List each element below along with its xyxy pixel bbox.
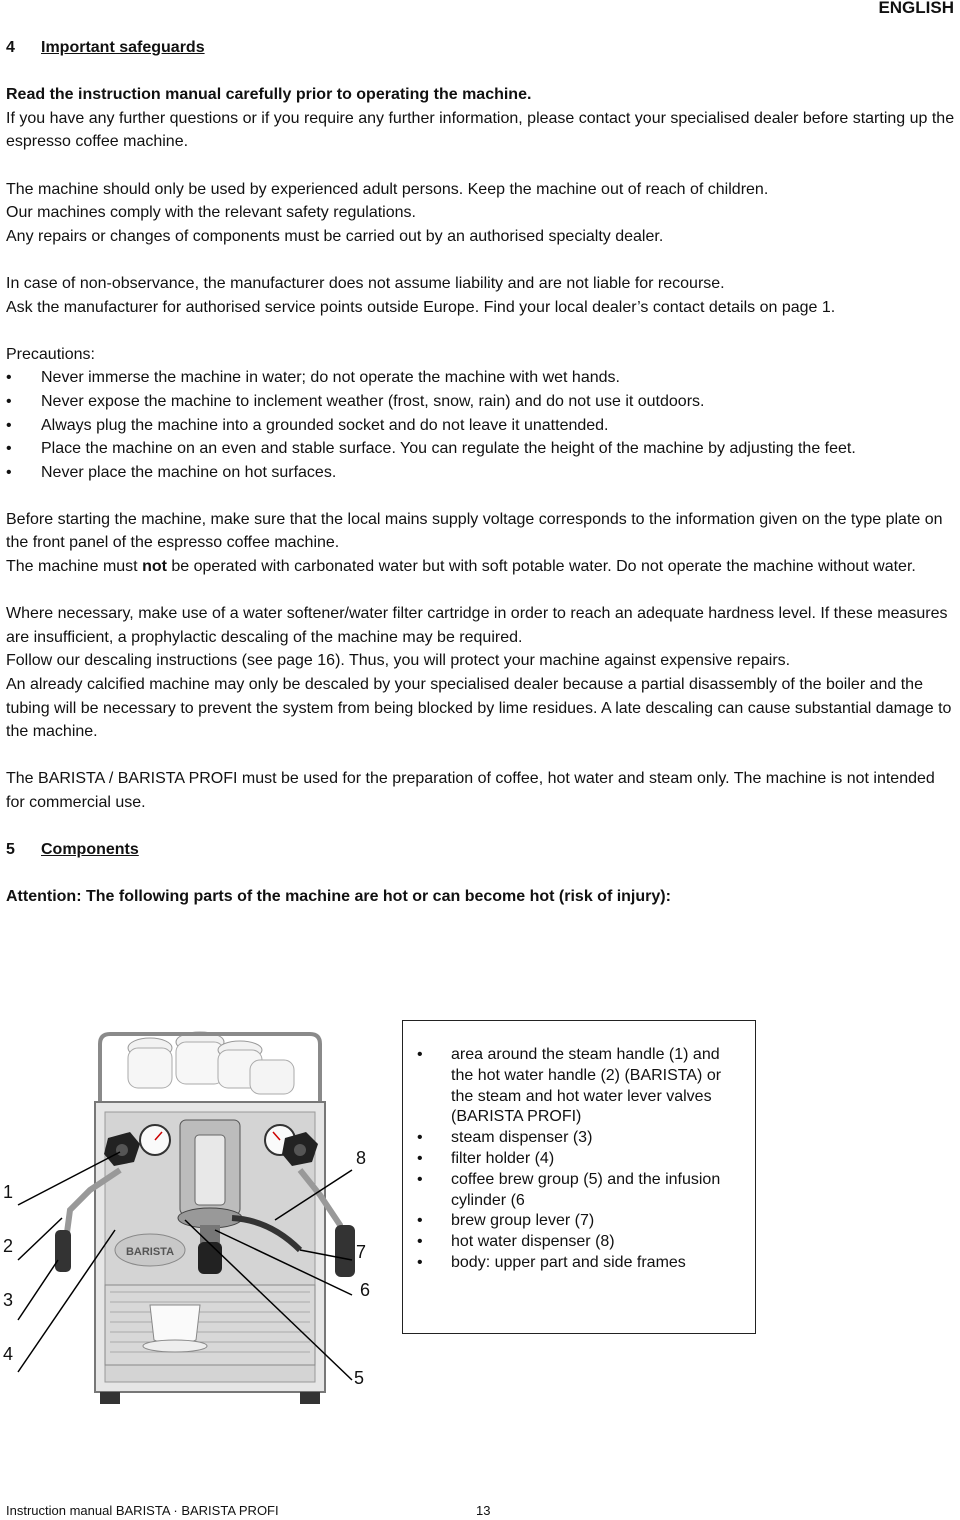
intended-use-paragraph: The BARISTA / BARISTA PROFI must be used for the preparation of coffee, hot water and steam only. The machine is not intended for commercial use.	[6, 770, 935, 811]
hot-part-item: • steam dispenser (3)	[417, 1128, 735, 1149]
page-content	[6, 36, 956, 933]
intro-paragraph	[6, 83, 956, 154]
callout-3: 3	[3, 1290, 14, 1310]
descaling-paragraph	[6, 602, 956, 744]
espresso-machine-figure	[0, 1020, 400, 1440]
section-5-number: 5	[6, 841, 15, 859]
section-5-heading	[6, 838, 956, 862]
callout-1: 1	[3, 1182, 14, 1202]
hot-part-item: • brew group lever (7)	[417, 1211, 735, 1232]
precautions-label: Precautions:	[6, 345, 95, 363]
section-4-title: Important safeguards	[41, 39, 205, 56]
voltage-paragraph	[6, 508, 956, 579]
hot-part-item: • area around the steam handle (1) and the hot water handle (2) (BARISTA) or the steam and hot water lever valves (BARISTA PROFI)	[417, 1045, 735, 1128]
descaling-line-3: An already calcified machine may only be descaled by your specialised dealer because a partial disassembly of the boiler and the tubing will be necessary to prevent the system from being blocked by lime residues. A late descaling can cause substantial damage to the machine.	[6, 676, 952, 741]
hot-part-item: • coffee brew group (5) and the infusion cylinder (6	[417, 1170, 735, 1212]
hot-parts-legend	[402, 1020, 756, 1334]
voltage-line: Before starting the machine, make sure that the local mains supply voltage corresponds to the information given on the type plate on the front panel of the espresso coffee machine.	[6, 510, 943, 552]
precaution-item: • Never expose the machine to inclement weather (frost, snow, rain) and do not use it outdoors.	[6, 390, 956, 414]
page-number: 13	[476, 1503, 491, 1518]
callout-7: 7	[356, 1242, 367, 1262]
liability-paragraph	[6, 272, 956, 319]
liability-line-1: In case of non-observance, the manufacturer does not assume liability and are not liable for recourse.	[6, 274, 725, 292]
liability-line-2: Ask the manufacturer for authorised service points outside Europe. Find your local dealer’s contact details on page 1.	[6, 298, 836, 316]
section-4-heading	[6, 36, 956, 60]
descaling-line-2: Follow our descaling instructions (see page 16). Thus, you will protect your machine against expensive repairs.	[6, 652, 791, 670]
callout-6: 6	[360, 1280, 371, 1300]
hot-part-item: • filter holder (4)	[417, 1149, 735, 1170]
brand-plate-label: BARISTA	[125, 1246, 175, 1258]
cups-on-top	[128, 1032, 294, 1094]
precaution-item: • Place the machine on an even and stable surface. You can regulate the height of the machine by adjusting the feet.	[6, 437, 956, 461]
intro-bold: Read the instruction manual carefully prior to operating the machine.	[6, 86, 532, 104]
hot-part-item: • body: upper part and side frames	[417, 1253, 735, 1274]
precaution-item: • Never immerse the machine in water; do not operate the machine with wet hands.	[6, 366, 956, 390]
espresso-machine-illustration	[0, 1020, 400, 1440]
descaling-line-1: Where necessary, make use of a water softener/water filter cartridge in order to reach an adequate hardness level. If these measures are insufficient, a prophylactic descaling of the machine may be required.	[6, 605, 948, 646]
water-line-pre: The machine must	[6, 558, 143, 576]
hot-parts-list	[417, 1045, 735, 1274]
intro-text: If you have any further questions or if you require any further information, please contact your specialised dealer before starting up the espresso coffee machine.	[6, 109, 955, 151]
section-5-title: Components	[41, 841, 139, 859]
callout-2: 2	[3, 1236, 14, 1256]
precautions-list	[6, 366, 956, 484]
usage-line-1: The machine should only be used by experienced adult persons. Keep the machine out of reach of children.	[6, 180, 769, 198]
water-line-bold: not	[142, 558, 167, 576]
precaution-item: • Always plug the machine into a grounded socket and do not leave it unattended.	[6, 414, 956, 438]
usage-line-2: Our machines comply with the relevant safety regulations.	[6, 204, 416, 222]
precaution-item: • Never place the machine on hot surfaces.	[6, 461, 956, 485]
water-line-post: be operated with carbonated water but with soft potable water. Do not operate the machine without water.	[166, 558, 916, 576]
hot-part-item: • hot water dispenser (8)	[417, 1232, 735, 1253]
usage-paragraph	[6, 178, 956, 249]
footer-manual-title: Instruction manual BARISTA · BARISTA PROFI	[6, 1503, 279, 1518]
callout-8: 8	[356, 1148, 367, 1168]
section-4-number: 4	[6, 39, 15, 56]
callout-5: 5	[354, 1368, 365, 1388]
usage-line-3: Any repairs or changes of components must be carried out by an authorised specialty dealer.	[6, 227, 664, 245]
callout-4: 4	[3, 1344, 14, 1364]
language-label: ENGLISH	[878, 0, 954, 17]
attention-text: Attention: The following parts of the machine are hot or can become hot (risk of injury):	[6, 888, 671, 906]
